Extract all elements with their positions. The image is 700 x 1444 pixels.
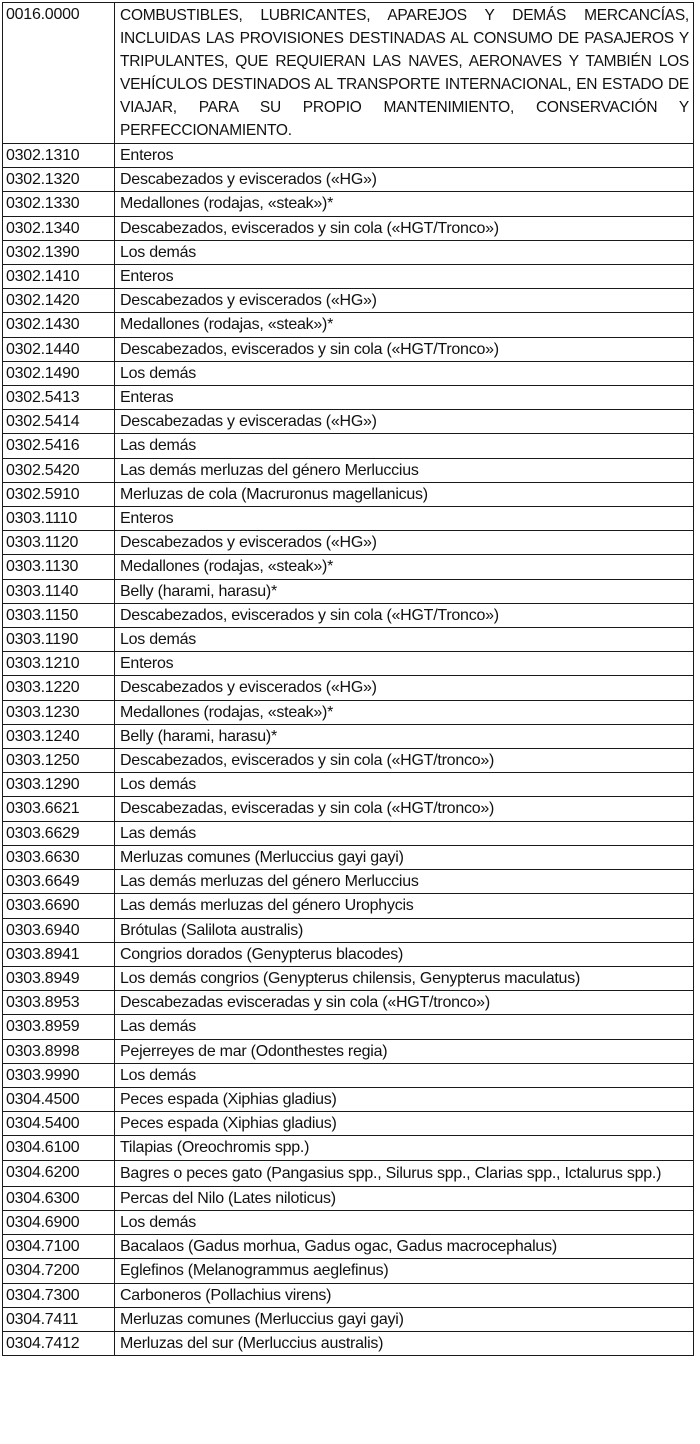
tariff-code: 0303.1230 bbox=[3, 700, 115, 724]
tariff-code: 0304.7200 bbox=[3, 1259, 115, 1283]
tariff-description: Belly (harami, harasu)* bbox=[115, 579, 694, 603]
tariff-code: 0303.8953 bbox=[3, 991, 115, 1015]
table-row bbox=[3, 894, 694, 918]
tariff-description: Congrios dorados (Genypterus blacodes) bbox=[115, 942, 694, 966]
tariff-code: 0303.1190 bbox=[3, 628, 115, 652]
table-row bbox=[3, 1235, 694, 1259]
tariff-code: 0016.0000 bbox=[3, 3, 115, 144]
table-row bbox=[3, 458, 694, 482]
tariff-code: 0304.6100 bbox=[3, 1136, 115, 1160]
tariff-code: 0303.6940 bbox=[3, 918, 115, 942]
table-row bbox=[3, 991, 694, 1015]
tariff-code: 0303.6630 bbox=[3, 845, 115, 869]
table-row bbox=[3, 531, 694, 555]
tariff-description: Peces espada (Xiphias gladius) bbox=[115, 1112, 694, 1136]
table-row bbox=[3, 1331, 694, 1355]
table-row bbox=[3, 168, 694, 192]
tariff-description: Los demás congrios (Genypterus chilensis, Genypterus maculatus) bbox=[115, 966, 694, 990]
tariff-description: Belly (harami, harasu)* bbox=[115, 724, 694, 748]
tariff-code: 0302.1410 bbox=[3, 265, 115, 289]
tariff-code: 0303.8998 bbox=[3, 1039, 115, 1063]
tariff-code: 0304.7411 bbox=[3, 1307, 115, 1331]
table-row bbox=[3, 289, 694, 313]
tariff-table-page bbox=[2, 2, 694, 1356]
tariff-code: 0303.1220 bbox=[3, 676, 115, 700]
table-row bbox=[3, 652, 694, 676]
table-row bbox=[3, 1087, 694, 1111]
tariff-description: Las demás bbox=[115, 1015, 694, 1039]
table-row bbox=[3, 337, 694, 361]
tariff-description: Percas del Nilo (Lates niloticus) bbox=[115, 1186, 694, 1210]
tariff-description: Tilapias (Oreochromis spp.) bbox=[115, 1136, 694, 1160]
tariff-description: Merluzas del sur (Merluccius australis) bbox=[115, 1331, 694, 1355]
table-row bbox=[3, 555, 694, 579]
tariff-description: Medallones (rodajas, «steak»)* bbox=[115, 313, 694, 337]
tariff-code: 0304.6300 bbox=[3, 1186, 115, 1210]
tariff-description: Brótulas (Salilota australis) bbox=[115, 918, 694, 942]
tariff-description: Merluzas comunes (Merluccius gayi gayi) bbox=[115, 1307, 694, 1331]
table-row bbox=[3, 700, 694, 724]
tariff-description: Merluzas comunes (Merluccius gayi gayi) bbox=[115, 845, 694, 869]
tariff-description: Los demás bbox=[115, 361, 694, 385]
table-row bbox=[3, 942, 694, 966]
table-row bbox=[3, 724, 694, 748]
table-row bbox=[3, 3, 694, 144]
tariff-description: Enteros bbox=[115, 265, 694, 289]
table-row bbox=[3, 1039, 694, 1063]
tariff-description: Descabezados y eviscerados («HG») bbox=[115, 676, 694, 700]
tariff-code: 0303.1110 bbox=[3, 507, 115, 531]
tariff-code: 0303.1210 bbox=[3, 652, 115, 676]
tariff-code: 0302.5414 bbox=[3, 410, 115, 434]
table-row bbox=[3, 361, 694, 385]
table-row bbox=[3, 1063, 694, 1087]
tariff-description: Descabezadas y evisceradas («HG») bbox=[115, 410, 694, 434]
tariff-description: Los demás bbox=[115, 773, 694, 797]
tariff-description: COMBUSTIBLES, LUBRICANTES, APAREJOS Y DEMÁS MERCANCÍAS, INCLUIDAS LAS PROVISIONES DESTINADAS AL CONSUMO DE PASAJEROS Y TRIPULANTES, QUE REQUIERAN LAS NAVES, AERONAVES Y TAMBIÉN LOS VEHÍCULOS DESTINADOS AL TRANSPORTE INTERNACIONAL, EN ESTADO DE VIAJAR, PARA SU PROPIO MANTENIMIENTO, CONSERVACIÓN Y PERFECCIONAMIENTO. bbox=[115, 3, 694, 144]
tariff-code: 0303.6649 bbox=[3, 870, 115, 894]
table-row bbox=[3, 386, 694, 410]
tariff-code: 0303.6690 bbox=[3, 894, 115, 918]
tariff-code: 0304.6200 bbox=[3, 1160, 115, 1186]
tariff-code: 0303.1250 bbox=[3, 749, 115, 773]
table-row bbox=[3, 821, 694, 845]
tariff-description: Las demás merluzas del género Merluccius bbox=[115, 458, 694, 482]
tariff-code: 0304.7100 bbox=[3, 1235, 115, 1259]
tariff-code: 0304.5400 bbox=[3, 1112, 115, 1136]
tariff-description: Descabezados, eviscerados y sin cola («HGT/Tronco») bbox=[115, 216, 694, 240]
tariff-description: Enteros bbox=[115, 652, 694, 676]
tariff-description: Descabezados y eviscerados («HG») bbox=[115, 531, 694, 555]
tariff-code: 0303.9990 bbox=[3, 1063, 115, 1087]
tariff-code: 0302.1430 bbox=[3, 313, 115, 337]
table-row bbox=[3, 1307, 694, 1331]
tariff-description: Enteros bbox=[115, 507, 694, 531]
table-row bbox=[3, 918, 694, 942]
tariff-description: Descabezadas evisceradas y sin cola («HGT/tronco») bbox=[115, 991, 694, 1015]
tariff-description: Pejerreyes de mar (Odonthestes regia) bbox=[115, 1039, 694, 1063]
table-row bbox=[3, 434, 694, 458]
table-row bbox=[3, 144, 694, 168]
tariff-description: Los demás bbox=[115, 1063, 694, 1087]
tariff-code: 0302.1320 bbox=[3, 168, 115, 192]
tariff-description: Descabezados, eviscerados y sin cola («HGT/Tronco») bbox=[115, 603, 694, 627]
table-row bbox=[3, 966, 694, 990]
table-row bbox=[3, 749, 694, 773]
tariff-code-table bbox=[2, 2, 694, 1356]
table-row bbox=[3, 1015, 694, 1039]
tariff-description: Las demás bbox=[115, 434, 694, 458]
tariff-description: Las demás merluzas del género Urophycis bbox=[115, 894, 694, 918]
tariff-description: Descabezados, eviscerados y sin cola («HGT/Tronco») bbox=[115, 337, 694, 361]
tariff-description: Eglefinos (Melanogrammus aeglefinus) bbox=[115, 1259, 694, 1283]
tariff-code: 0302.1490 bbox=[3, 361, 115, 385]
tariff-description: Las demás bbox=[115, 821, 694, 845]
tariff-code: 0303.6621 bbox=[3, 797, 115, 821]
tariff-description: Descabezadas, evisceradas y sin cola («HGT/tronco») bbox=[115, 797, 694, 821]
table-row bbox=[3, 603, 694, 627]
tariff-code: 0303.1150 bbox=[3, 603, 115, 627]
tariff-code: 0303.1240 bbox=[3, 724, 115, 748]
table-row bbox=[3, 1259, 694, 1283]
tariff-description: Bagres o peces gato (Pangasius spp., Silurus spp., Clarias spp., Ictalurus spp.) bbox=[115, 1160, 694, 1186]
table-row bbox=[3, 410, 694, 434]
table-row bbox=[3, 1160, 694, 1186]
table-row bbox=[3, 1283, 694, 1307]
tariff-description: Medallones (rodajas, «steak»)* bbox=[115, 192, 694, 216]
tariff-code: 0304.7300 bbox=[3, 1283, 115, 1307]
tariff-code: 0302.5416 bbox=[3, 434, 115, 458]
table-row bbox=[3, 1136, 694, 1160]
tariff-description: Enteros bbox=[115, 144, 694, 168]
tariff-code: 0302.5420 bbox=[3, 458, 115, 482]
tariff-description: Peces espada (Xiphias gladius) bbox=[115, 1087, 694, 1111]
tariff-code: 0303.1290 bbox=[3, 773, 115, 797]
tariff-code: 0302.1420 bbox=[3, 289, 115, 313]
tariff-description: Medallones (rodajas, «steak»)* bbox=[115, 555, 694, 579]
table-body bbox=[3, 3, 694, 1356]
tariff-code: 0303.1120 bbox=[3, 531, 115, 555]
table-row bbox=[3, 797, 694, 821]
tariff-code: 0303.1140 bbox=[3, 579, 115, 603]
tariff-description: Enteras bbox=[115, 386, 694, 410]
table-row bbox=[3, 313, 694, 337]
tariff-description: Los demás bbox=[115, 1210, 694, 1234]
table-row bbox=[3, 579, 694, 603]
table-row bbox=[3, 845, 694, 869]
tariff-description: Los demás bbox=[115, 240, 694, 264]
tariff-code: 0303.8949 bbox=[3, 966, 115, 990]
table-row bbox=[3, 773, 694, 797]
table-row bbox=[3, 628, 694, 652]
table-row bbox=[3, 192, 694, 216]
tariff-code: 0304.4500 bbox=[3, 1087, 115, 1111]
table-row bbox=[3, 507, 694, 531]
tariff-description: Carboneros (Pollachius virens) bbox=[115, 1283, 694, 1307]
tariff-code: 0304.6900 bbox=[3, 1210, 115, 1234]
tariff-code: 0302.1390 bbox=[3, 240, 115, 264]
table-row bbox=[3, 216, 694, 240]
tariff-description: Los demás bbox=[115, 628, 694, 652]
tariff-description: Descabezados y eviscerados («HG») bbox=[115, 168, 694, 192]
table-row bbox=[3, 1112, 694, 1136]
tariff-code: 0304.7412 bbox=[3, 1331, 115, 1355]
tariff-code: 0303.6629 bbox=[3, 821, 115, 845]
table-row bbox=[3, 870, 694, 894]
table-row bbox=[3, 1186, 694, 1210]
tariff-description: Descabezados, eviscerados y sin cola («HGT/tronco») bbox=[115, 749, 694, 773]
tariff-code: 0302.1440 bbox=[3, 337, 115, 361]
tariff-description: Medallones (rodajas, «steak»)* bbox=[115, 700, 694, 724]
tariff-description: Merluzas de cola (Macruronus magellanicus) bbox=[115, 482, 694, 506]
tariff-code: 0303.1130 bbox=[3, 555, 115, 579]
table-row bbox=[3, 265, 694, 289]
tariff-code: 0302.1340 bbox=[3, 216, 115, 240]
table-row bbox=[3, 482, 694, 506]
table-row bbox=[3, 240, 694, 264]
tariff-code: 0302.1330 bbox=[3, 192, 115, 216]
tariff-code: 0302.5413 bbox=[3, 386, 115, 410]
tariff-code: 0302.1310 bbox=[3, 144, 115, 168]
tariff-description: Bacalaos (Gadus morhua, Gadus ogac, Gadus macrocephalus) bbox=[115, 1235, 694, 1259]
tariff-code: 0303.8959 bbox=[3, 1015, 115, 1039]
table-row bbox=[3, 1210, 694, 1234]
tariff-code: 0303.8941 bbox=[3, 942, 115, 966]
tariff-code: 0302.5910 bbox=[3, 482, 115, 506]
tariff-description: Las demás merluzas del género Merluccius bbox=[115, 870, 694, 894]
tariff-description: Descabezados y eviscerados («HG») bbox=[115, 289, 694, 313]
table-row bbox=[3, 676, 694, 700]
